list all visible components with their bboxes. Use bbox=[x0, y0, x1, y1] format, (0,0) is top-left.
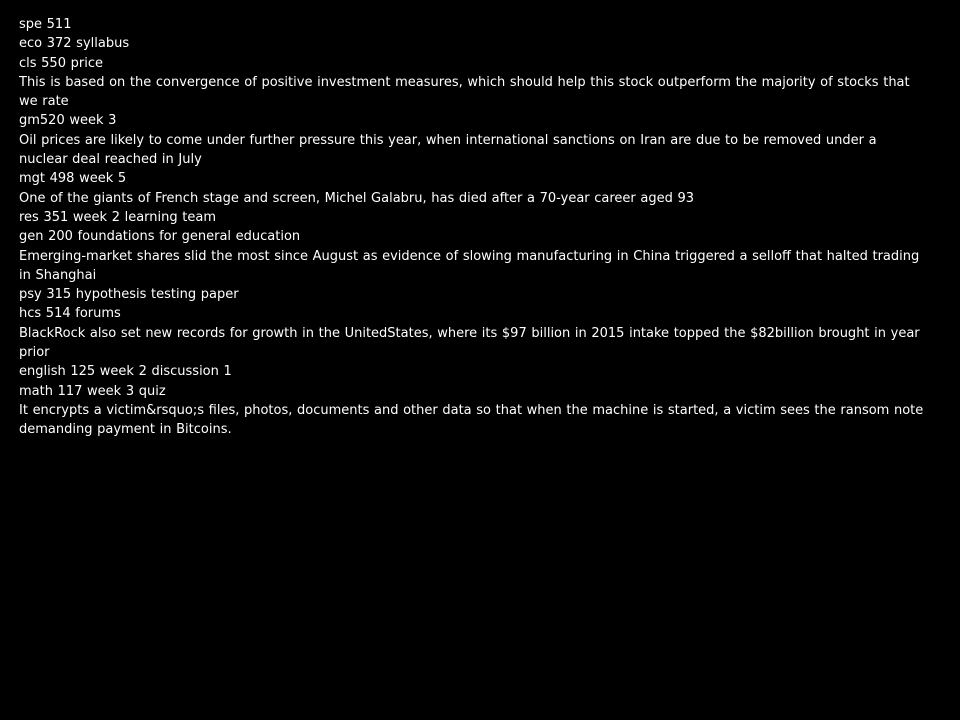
text-line-math-117: math 117 week 3 quiz bbox=[19, 383, 166, 399]
text-line-ransomware: It encrypts a victim&rsquo;s files, photos, documents and other data so that when the machine is started, a victim sees the ransom note demanding payment in Bitcoins. bbox=[19, 402, 924, 438]
text-line-investment-measures: This is based on the convergence of positive investment measures, which should help this stock outperform the majority of stocks that we rate bbox=[19, 74, 910, 110]
text-line-cls-550: cls 550 price bbox=[19, 55, 103, 71]
text-line-gen-200: gen 200 foundations for general education bbox=[19, 229, 301, 245]
text-line-michel-galabru: One of the giants of French stage and screen, Michel Galabru, has died after a 70-year career aged 93 bbox=[19, 190, 695, 206]
text-line-blackrock: BlackRock also set new records for growth in the UnitedStates, where its $97 billion in 2015 intake topped the $82billion brought in year prior bbox=[19, 325, 920, 361]
text-line-hcs-514: hcs 514 forums bbox=[19, 306, 121, 322]
text-line-gm520: gm520 week 3 bbox=[19, 113, 117, 129]
text-line-emerging-market: Emerging-market shares slid the most since August as evidence of slowing manufacturing in China triggered a selloff that halted trading in Shanghai bbox=[19, 248, 920, 283]
text-line-eco-372: eco 372 syllabus bbox=[19, 36, 130, 52]
text-line-mgt-498: mgt 498 week 5 bbox=[19, 171, 127, 187]
text-line-psy-315: psy 315 hypothesis testing paper bbox=[19, 287, 239, 303]
text-line-oil-prices: Oil prices are likely to come under further pressure this year, when international sanctions on Iran are due to be removed under a nuclear deal reached in July bbox=[19, 132, 877, 168]
text-line-spe-511: spe 511 bbox=[19, 17, 72, 32]
text-block bbox=[19, 15, 924, 440]
text-line-english-125: english 125 week 2 discussion 1 bbox=[19, 364, 232, 380]
text-line-res-351: res 351 week 2 learning team bbox=[19, 209, 216, 225]
